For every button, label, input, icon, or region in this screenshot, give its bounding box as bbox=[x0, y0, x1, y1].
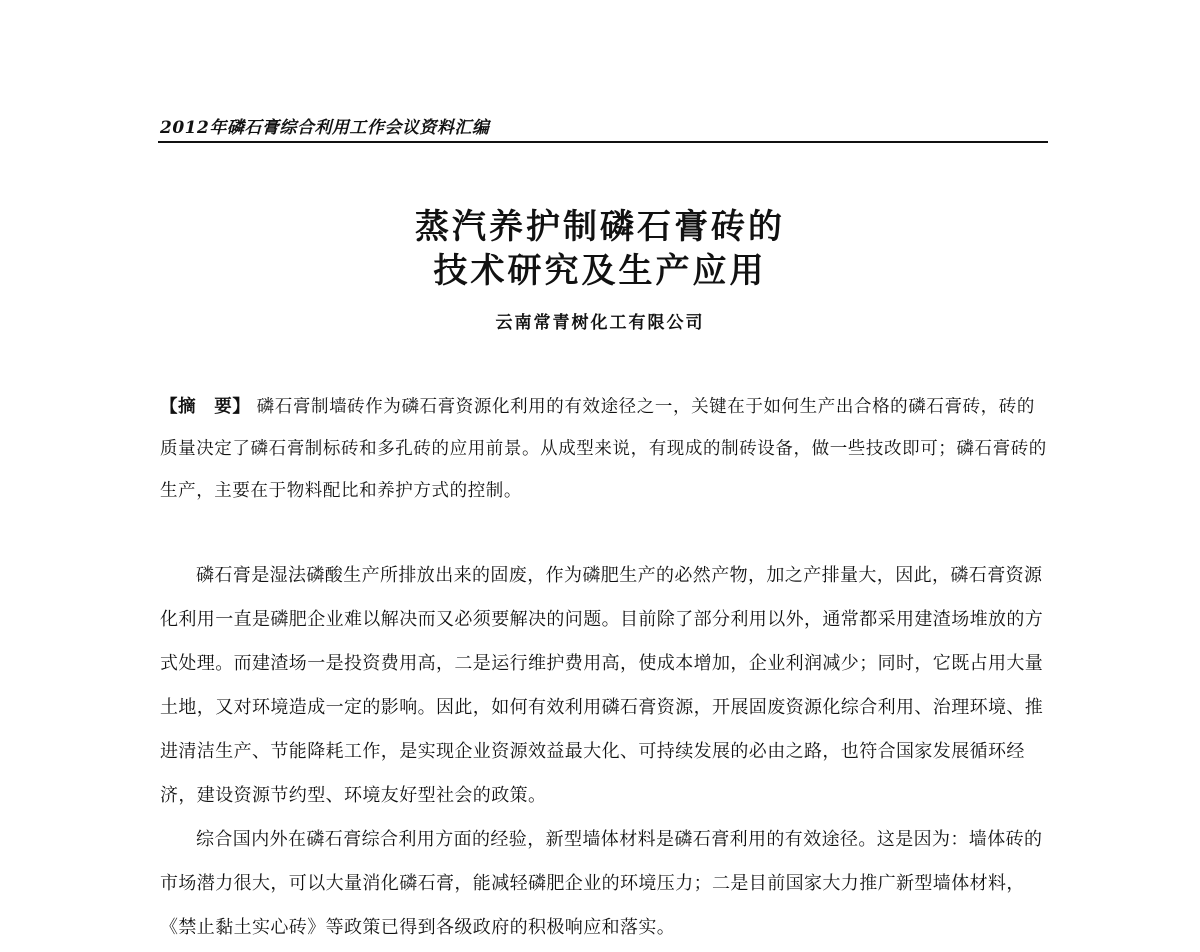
article-title-line-2: 技术研究及生产应用 bbox=[433, 251, 767, 291]
body-paragraph: 磷石膏是湿法磷酸生产所排放出来的固废，作为磷肥生产的必然产物，加之产排量大，因此，磷石膏资源化利用一直是磷肥企业难以解决而又必须要解决的问题。目前除了部分利用以外，通常都采用建渣场堆放的方式处理。而建渣场一是投资费用高，二是运行维护费用高，使成本增加，企业利润减少；同时，它既占用大量土地，又对环境造成一定的影响。因此，如何有效利用磷石膏资源，开展固废资源化综合利用、治理环境、推进清洁生产、节能降耗工作，是实现企业资源效益最大化、可持续发展的必由之路，也符合国家发展循环经济，建设资源节约型、环境友好型社会的政策。 bbox=[160, 565, 1044, 806]
abstract-text: 磷石膏制墙砖作为磷石膏资源化利用的有效途径之一，关键在于如何生产出合格的磷石膏砖，砖的质量决定了磷石膏制标砖和多孔砖的应用前景。从成型来说，有现成的制砖设备，做一些技改即可；磷石膏砖的生产，主要在于物料配比和养护方式的控制。 bbox=[160, 397, 1047, 501]
abstract-label: 【摘 要】 bbox=[160, 397, 251, 417]
article-title-line-1: 蒸汽养护制磷石膏砖的 bbox=[415, 207, 785, 247]
running-header-title: 2012年磷石膏综合利用工作会议资料汇编 bbox=[160, 118, 490, 138]
body-paragraph: 综合国内外在磷石膏综合利用方面的经验，新型墙体材料是磷石膏利用的有效途径。这是因为：墙体砖的市场潜力很大，可以大量消化磷石膏，能减轻磷肥企业的环境压力；二是目前国家大力推广新型墙体材料，《禁止黏土实心砖》等政策已得到各级政府的积极响应和落实。 bbox=[160, 829, 1043, 938]
article-body bbox=[160, 554, 1048, 950]
abstract bbox=[160, 386, 1048, 512]
article-author: 云南常青树化工有限公司 bbox=[495, 313, 705, 333]
header-rule bbox=[158, 141, 1048, 143]
